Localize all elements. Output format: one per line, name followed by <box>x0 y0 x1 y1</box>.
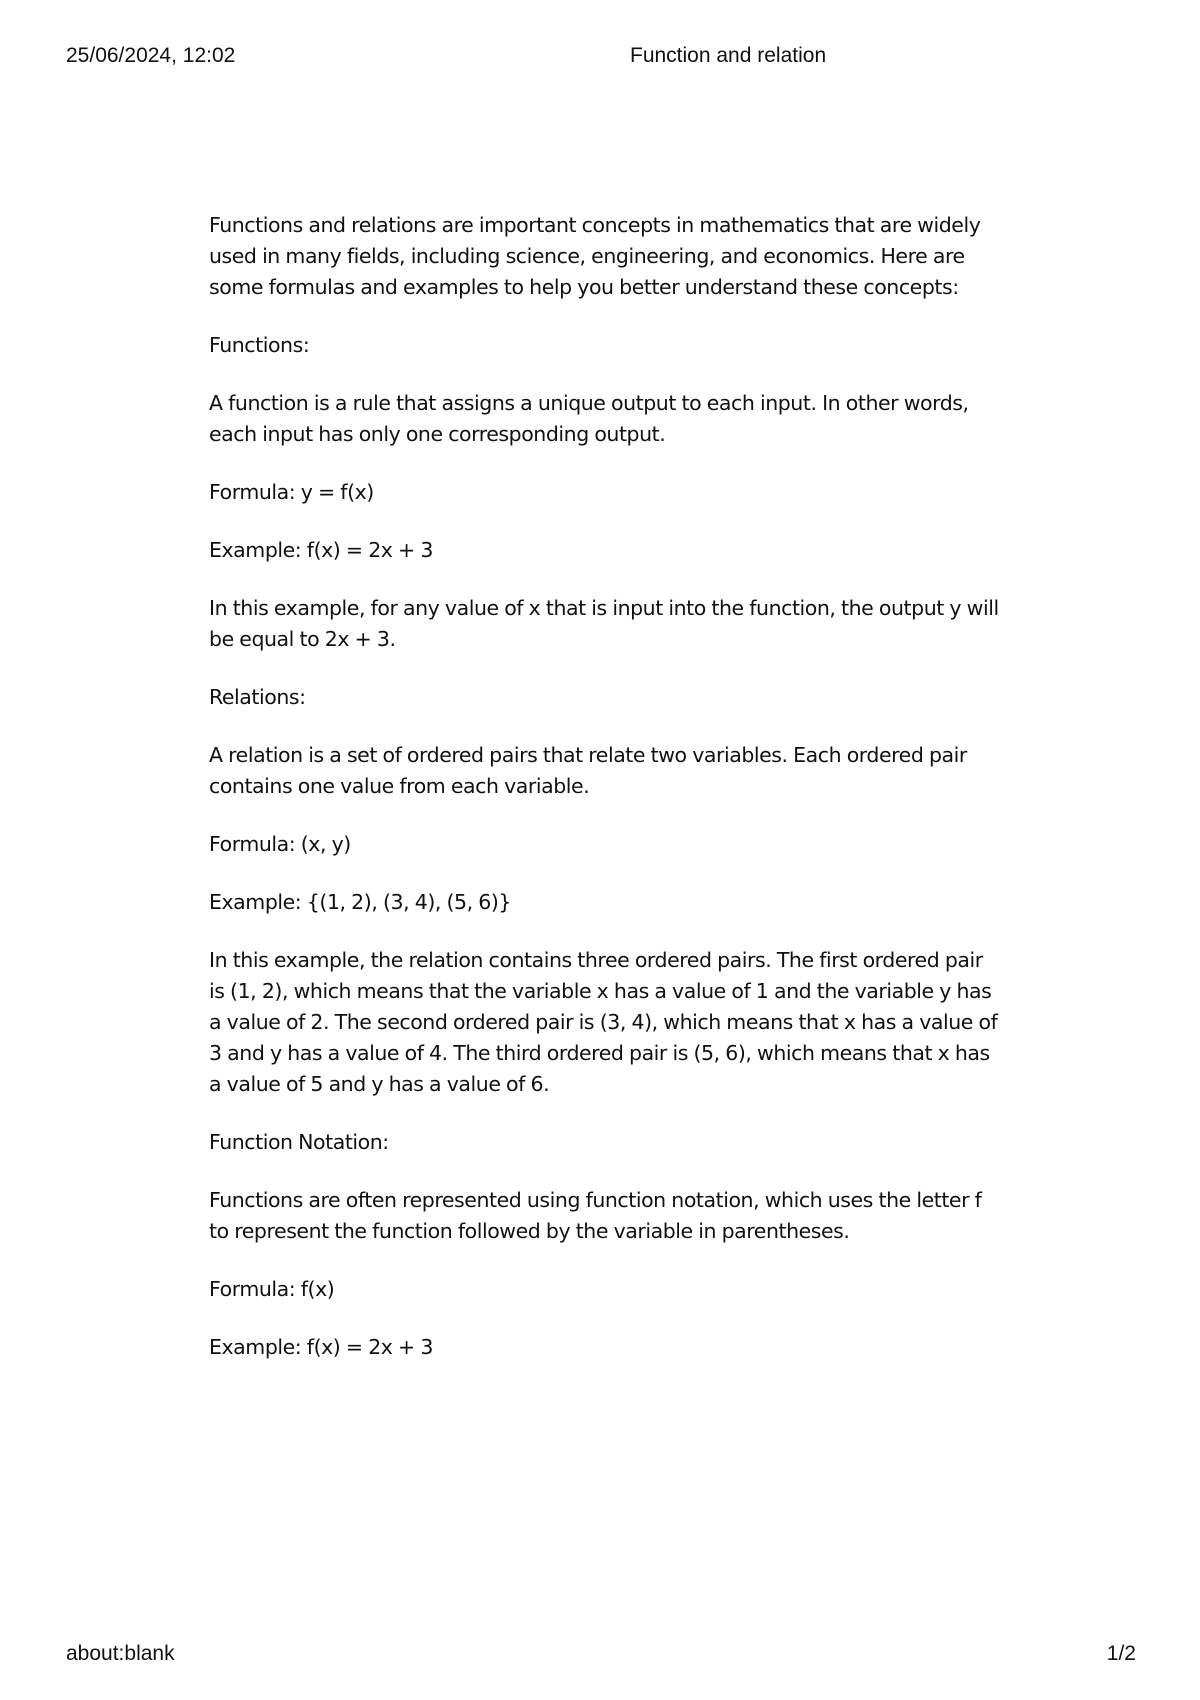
function-definition: A function is a rule that assigns a unique output to each input. In other words, each input has only one corresponding output. <box>209 391 969 446</box>
print-url: about:blank <box>66 1642 175 1665</box>
relations-heading: Relations: <box>209 685 306 709</box>
print-datetime: 25/06/2024, 12:02 <box>66 44 236 67</box>
function-notation-heading: Function Notation: <box>209 1130 389 1154</box>
function-example-explanation: In this example, for any value of x that is input into the function, the output y will be equal to 2x + 3. <box>209 596 999 651</box>
function-notation-example: Example: f(x) = 2x + 3 <box>209 1335 433 1359</box>
print-page-title: Function and relation <box>630 44 827 67</box>
function-example: Example: f(x) = 2x + 3 <box>209 538 433 562</box>
relation-definition: A relation is a set of ordered pairs that relate two variables. Each ordered pair contains one value from each variable. <box>209 743 967 798</box>
print-page-number: 1/2 <box>1106 1642 1136 1665</box>
relation-example-explanation: In this example, the relation contains three ordered pairs. The first ordered pair is (1, 2), which means that the variable x has a value of 1 and the variable y has a value of 2. The second ordered pair is (3, 4), which means that x has a value of 3 and y has a value of 4. The third ordered pair is (5, 6), which means that x has a value of 5 and y has a value of 6. <box>209 948 998 1096</box>
function-notation-definition: Functions are often represented using function notation, which uses the letter f to represent the function followed by the variable in parentheses. <box>209 1188 982 1243</box>
function-notation-formula: Formula: f(x) <box>209 1277 335 1301</box>
function-formula: Formula: y = f(x) <box>209 480 374 504</box>
relation-formula: Formula: (x, y) <box>209 832 351 856</box>
functions-heading: Functions: <box>209 333 310 357</box>
relation-example: Example: {(1, 2), (3, 4), (5, 6)} <box>209 890 512 914</box>
intro-paragraph: Functions and relations are important concepts in mathematics that are widely used in many fields, including science, engineering, and economics. Here are some formulas and examples to help you better understand these concepts: <box>209 213 981 299</box>
document-body <box>209 210 999 1390</box>
